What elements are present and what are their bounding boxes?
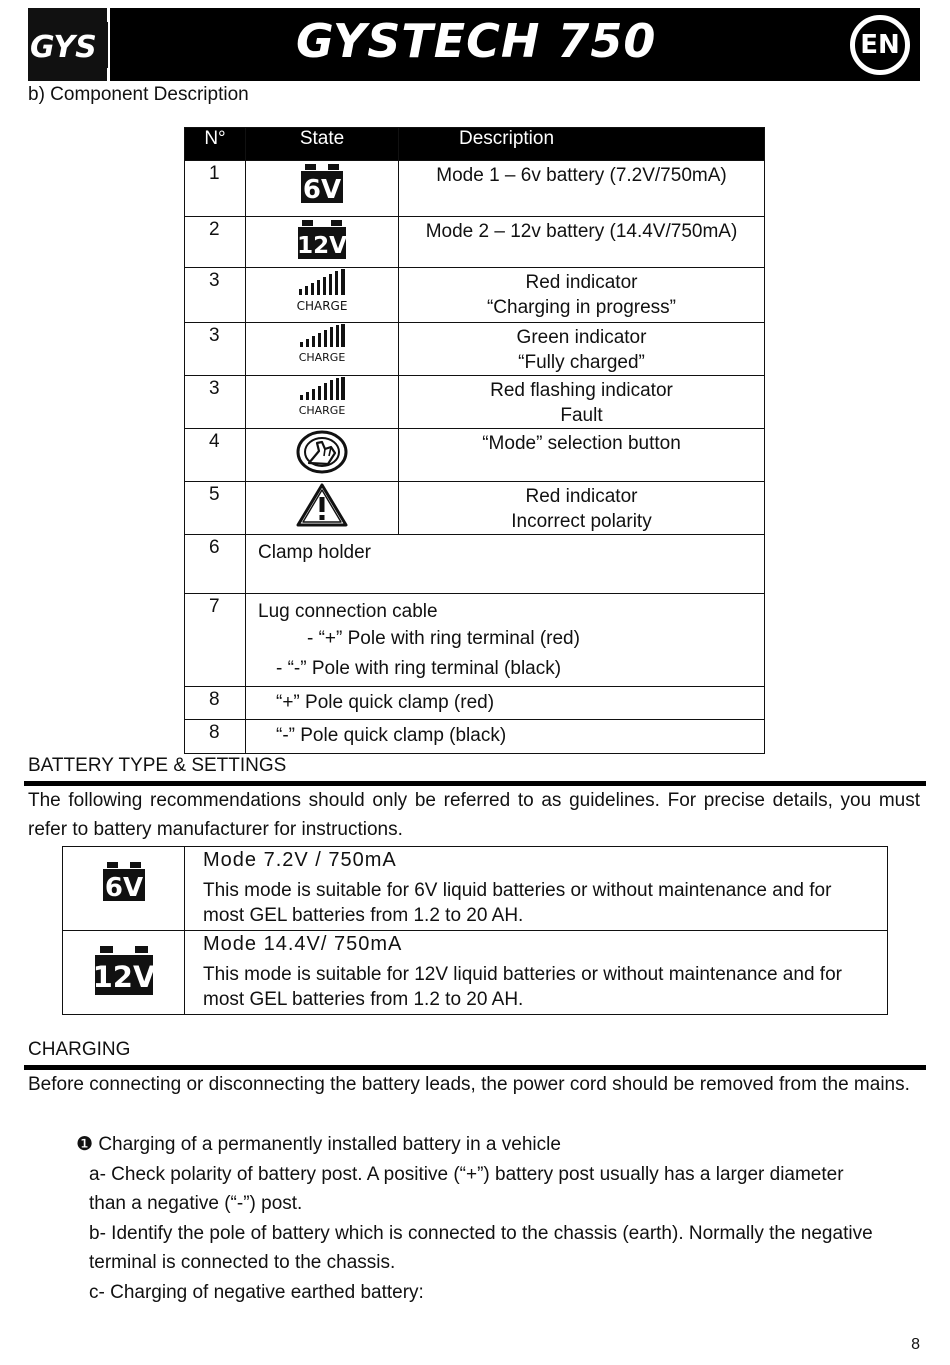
gys-logo xyxy=(28,8,110,81)
mode-text-cell xyxy=(185,931,888,1015)
table-row xyxy=(185,376,765,429)
description-cell: Green indicator “Fully charged” xyxy=(399,323,765,376)
table-row xyxy=(185,720,765,754)
mode-title: Mode 7.2V / 750mA xyxy=(203,849,397,871)
table-row xyxy=(185,161,765,217)
table-row xyxy=(185,429,765,482)
svg-text:CHARGE: CHARGE xyxy=(296,299,348,313)
svg-text:12V: 12V xyxy=(297,233,347,259)
row-number: 8 xyxy=(185,720,246,754)
row-number: 3 xyxy=(185,268,246,323)
table-row xyxy=(63,847,888,931)
state-cell xyxy=(246,217,399,268)
battery-intro: The following recommendations should only be referred to as guidelines. For precise details, you must refer to battery manufacturer for instructions. xyxy=(28,790,920,840)
description-cell: Red indicator Incorrect polarity xyxy=(399,482,765,535)
charging-heading: CHARGING xyxy=(28,1039,131,1060)
col-description: Description xyxy=(399,128,765,161)
mode-title: Mode 14.4V/ 750mA xyxy=(203,933,403,955)
header-bar xyxy=(28,8,920,81)
charging-item-title: Charging of a permanently installed battery in a vehicle xyxy=(98,1134,561,1155)
state-cell xyxy=(246,161,399,217)
component-heading: b) Component Description xyxy=(28,84,249,105)
battery-heading: BATTERY TYPE & SETTINGS xyxy=(28,755,287,776)
mode-icon-cell xyxy=(63,847,185,931)
description-cell: Mode 2 – 12v battery (14.4V/750mA) xyxy=(399,217,765,268)
page-number: 8 xyxy=(911,1336,920,1353)
bullet-icon: ❶ xyxy=(76,1134,94,1155)
row-number: 5 xyxy=(185,482,246,535)
row-number: 3 xyxy=(185,323,246,376)
charge-bars-icon xyxy=(291,268,353,314)
language-badge: EN xyxy=(850,15,910,75)
description-cell: “+” Pole quick clamp (red) xyxy=(246,687,765,720)
description-cell: Mode 1 – 6v battery (7.2V/750mA) xyxy=(399,161,765,217)
table-row xyxy=(185,268,765,323)
mode-description: This mode is suitable for 6V liquid batteries or without maintenance and for most GEL batteries from 1.2 to 20 AH. xyxy=(203,880,832,926)
table-row xyxy=(185,594,765,687)
battery-12v-icon xyxy=(296,217,348,261)
svg-text:CHARGE: CHARGE xyxy=(298,404,346,417)
svg-text:6V: 6V xyxy=(104,873,143,903)
charging-step: b- Identify the pole of battery which is connected to the chassis (earth). Normally the negative terminal is connected to the chassis. xyxy=(89,1223,873,1273)
state-cell xyxy=(246,376,399,429)
row-number: 4 xyxy=(185,429,246,482)
row-number: 3 xyxy=(185,376,246,429)
battery-6v-icon xyxy=(299,161,345,205)
charging-intro: Before connecting or disconnecting the battery leads, the power cord should be removed from the mains. xyxy=(28,1074,910,1095)
table-row xyxy=(63,931,888,1015)
mode-text-cell xyxy=(185,847,888,931)
table-row xyxy=(185,482,765,535)
row-number: 6 xyxy=(185,535,246,594)
row-number: 1 xyxy=(185,161,246,217)
component-table xyxy=(184,127,765,754)
description-cell: Lug connection cable - “+” Pole with ring terminal (red) - “-” Pole with ring terminal (black) xyxy=(246,594,765,687)
product-title: GYSTECH 750 xyxy=(296,14,657,68)
description-cell: Red flashing indicator Fault xyxy=(399,376,765,429)
svg-text:6V: 6V xyxy=(302,175,342,205)
row-number: 7 xyxy=(185,594,246,687)
col-state: State xyxy=(246,128,399,161)
state-cell xyxy=(246,323,399,376)
mode-button-icon xyxy=(295,429,349,475)
charge-bars-icon xyxy=(294,323,350,365)
battery-12v-icon xyxy=(93,943,155,997)
table-row xyxy=(185,535,765,594)
charging-step: c- Charging of negative earthed battery: xyxy=(89,1282,424,1303)
description-cell: Red indicator “Charging in progress” xyxy=(399,268,765,323)
svg-text:CHARGE: CHARGE xyxy=(298,351,346,364)
row-number: 2 xyxy=(185,217,246,268)
warning-triangle-icon xyxy=(295,482,349,528)
state-cell xyxy=(246,429,399,482)
gys-logo-text: GYS xyxy=(30,30,97,65)
charging-item xyxy=(76,1130,906,1159)
table-row xyxy=(185,323,765,376)
row-number: 8 xyxy=(185,687,246,720)
state-cell xyxy=(246,482,399,535)
svg-text:12V: 12V xyxy=(92,960,155,994)
description-cell: “Mode” selection button xyxy=(399,429,765,482)
battery-6v-icon xyxy=(101,859,147,903)
mode-icon-cell xyxy=(63,931,185,1015)
component-table-header xyxy=(185,128,765,161)
table-row xyxy=(185,687,765,720)
description-cell: Clamp holder xyxy=(246,535,765,594)
table-row xyxy=(185,217,765,268)
charge-bars-icon xyxy=(294,376,350,418)
description-cell: “-” Pole quick clamp (black) xyxy=(246,720,765,754)
state-cell xyxy=(246,268,399,323)
battery-settings-table xyxy=(62,846,888,1015)
col-number: N° xyxy=(185,128,246,161)
charging-step: a- Check polarity of battery post. A positive (“+”) battery post usually has a larger diameter than a negative (“-”) post. xyxy=(89,1164,844,1214)
mode-description: This mode is suitable for 12V liquid batteries or without maintenance and for most GEL batteries from 1.2 to 20 AH. xyxy=(203,964,842,1010)
